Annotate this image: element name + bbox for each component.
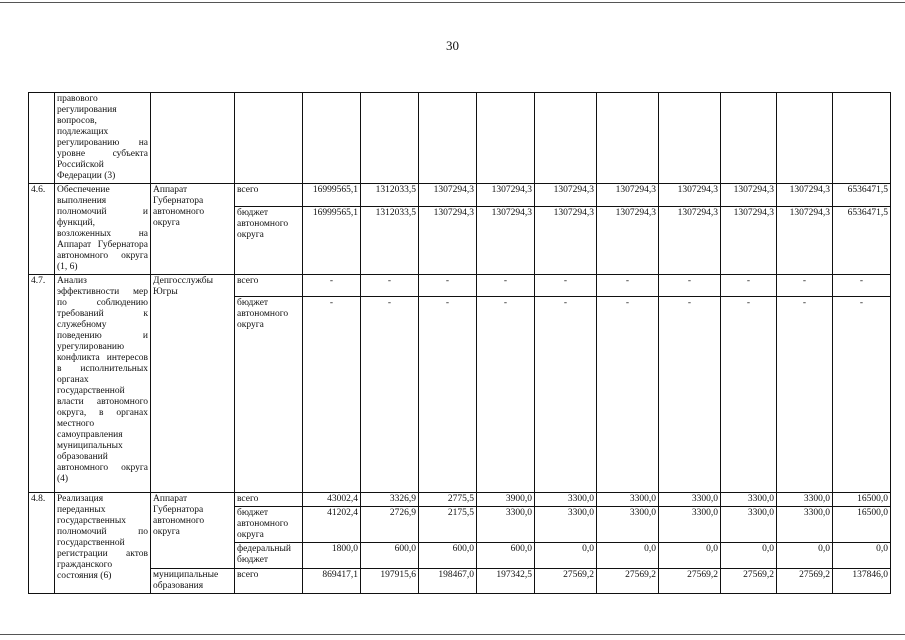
value-cell: 41202,4: [303, 507, 361, 543]
value-cell: 197915,6: [361, 569, 419, 594]
value-cell: -: [833, 275, 891, 297]
value-cell: -: [833, 297, 891, 493]
page-number: 30: [446, 38, 459, 53]
value-cell: 2726,9: [361, 507, 419, 543]
value-cell: 600,0: [361, 543, 419, 569]
value-cell: 27569,2: [777, 569, 833, 594]
value-cell: 3326,9: [361, 493, 419, 507]
value-cell: 3300,0: [659, 493, 721, 507]
value-cell: 3300,0: [777, 493, 833, 507]
row-executor: муниципальные образования: [151, 569, 235, 594]
row-number: 4.7.: [29, 275, 55, 493]
table-row: [29, 275, 891, 297]
value-cell: 27569,2: [659, 569, 721, 594]
value-cell: 1307294,3: [535, 184, 597, 207]
value-cell: -: [777, 275, 833, 297]
row-executor: [151, 93, 235, 184]
value-cell: -: [597, 297, 659, 493]
value-cell: 16999565,1: [303, 184, 361, 207]
value-cell: 0,0: [597, 543, 659, 569]
value-cell: 3300,0: [535, 507, 597, 543]
value-cell: -: [361, 297, 419, 493]
value-cell: -: [361, 275, 419, 297]
funding-source: бюджет автономного округа: [235, 297, 303, 493]
value-cell: 1307294,3: [659, 184, 721, 207]
value-cell: 6536471,5: [833, 184, 891, 207]
row-description: правового регулирования вопросов, подлежащих регулированию на уровне субъекта Российской Федерации (3): [55, 93, 151, 184]
value-cell: -: [419, 275, 477, 297]
value-cell: 27569,2: [535, 569, 597, 594]
funding-source: федеральный бюджет: [235, 543, 303, 569]
empty-cell: [303, 93, 361, 184]
value-cell: 27569,2: [721, 569, 777, 594]
value-cell: 0,0: [777, 543, 833, 569]
value-cell: 2175,5: [419, 507, 477, 543]
row-description: Анализ эффективности мер по соблюдению требований к служебному поведению и урегулированию конфликта интересов в исполнительных органах государственной власти автономного округа, в органах местного самоуправления муниципальных образований автономного округа (4): [55, 275, 151, 493]
value-cell: 3300,0: [597, 507, 659, 543]
value-cell: -: [535, 275, 597, 297]
value-cell: 0,0: [833, 543, 891, 569]
empty-cell: [777, 93, 833, 184]
table-row: [29, 93, 891, 184]
value-cell: 16500,0: [833, 507, 891, 543]
row-executor: Депгосслужбы Югры: [151, 275, 235, 493]
value-cell: -: [477, 275, 535, 297]
value-cell: -: [303, 275, 361, 297]
value-cell: 3300,0: [777, 507, 833, 543]
value-cell: 1307294,3: [419, 184, 477, 207]
value-cell: -: [659, 275, 721, 297]
value-cell: 0,0: [535, 543, 597, 569]
funding-source: бюджет автономного округа: [235, 507, 303, 543]
value-cell: 1307294,3: [777, 184, 833, 207]
value-cell: 3300,0: [721, 493, 777, 507]
value-cell: 1307294,3: [721, 206, 777, 274]
value-cell: 1312033,5: [361, 184, 419, 207]
value-cell: 43002,4: [303, 493, 361, 507]
value-cell: 1307294,3: [597, 206, 659, 274]
value-cell: 600,0: [419, 543, 477, 569]
row-executor: Аппарат Губернатора автономного округа: [151, 184, 235, 275]
value-cell: 3300,0: [721, 507, 777, 543]
budget-table: [28, 92, 891, 594]
value-cell: -: [477, 297, 535, 493]
funding-source: бюджет автономного округа: [235, 206, 303, 274]
value-cell: 600,0: [477, 543, 535, 569]
empty-cell: [535, 93, 597, 184]
value-cell: 3300,0: [535, 493, 597, 507]
value-cell: -: [721, 297, 777, 493]
value-cell: 1307294,3: [419, 206, 477, 274]
value-cell: 6536471,5: [833, 206, 891, 274]
funding-source: всего: [235, 493, 303, 507]
value-cell: 16999565,1: [303, 206, 361, 274]
value-cell: 3300,0: [477, 507, 535, 543]
scan-edge-bottom: [0, 634, 905, 635]
empty-cell: [235, 93, 303, 184]
row-number: [29, 93, 55, 184]
value-cell: 2775,5: [419, 493, 477, 507]
empty-cell: [477, 93, 535, 184]
scan-edge-top: [0, 2, 905, 3]
value-cell: 3900,0: [477, 493, 535, 507]
value-cell: 1307294,3: [597, 184, 659, 207]
value-cell: -: [721, 275, 777, 297]
table-row: [29, 184, 891, 207]
value-cell: 198467,0: [419, 569, 477, 594]
empty-cell: [361, 93, 419, 184]
value-cell: 1307294,3: [659, 206, 721, 274]
value-cell: 197342,5: [477, 569, 535, 594]
empty-cell: [419, 93, 477, 184]
value-cell: 869417,1: [303, 569, 361, 594]
value-cell: -: [419, 297, 477, 493]
value-cell: 0,0: [659, 543, 721, 569]
table-row: [29, 569, 891, 594]
row-number: 4.6.: [29, 184, 55, 275]
value-cell: 1307294,3: [777, 206, 833, 274]
funding-source: всего: [235, 569, 303, 594]
funding-source: всего: [235, 184, 303, 207]
value-cell: -: [303, 297, 361, 493]
value-cell: 1307294,3: [477, 184, 535, 207]
value-cell: 1312033,5: [361, 206, 419, 274]
value-cell: 1307294,3: [477, 206, 535, 274]
row-description: Реализация переданных государственных полномочий по государственной регистрации актов гражданского состояния (6): [55, 493, 151, 594]
empty-cell: [721, 93, 777, 184]
row-number: 4.8.: [29, 493, 55, 594]
value-cell: 3300,0: [659, 507, 721, 543]
empty-cell: [659, 93, 721, 184]
value-cell: 1307294,3: [721, 184, 777, 207]
table-row: [29, 493, 891, 507]
value-cell: -: [777, 297, 833, 493]
empty-cell: [833, 93, 891, 184]
value-cell: 16500,0: [833, 493, 891, 507]
value-cell: -: [597, 275, 659, 297]
value-cell: -: [659, 297, 721, 493]
row-description: Обеспечение выполнения полномочий и функций, возложенных на Аппарат Губернатора автономного округа (1, 6): [55, 184, 151, 275]
empty-cell: [597, 93, 659, 184]
funding-source: всего: [235, 275, 303, 297]
value-cell: -: [535, 297, 597, 493]
value-cell: 1800,0: [303, 543, 361, 569]
value-cell: 3300,0: [597, 493, 659, 507]
value-cell: 1307294,3: [535, 206, 597, 274]
value-cell: 27569,2: [597, 569, 659, 594]
row-executor: Аппарат Губернатора автономного округа: [151, 493, 235, 569]
value-cell: 0,0: [721, 543, 777, 569]
value-cell: 137846,0: [833, 569, 891, 594]
